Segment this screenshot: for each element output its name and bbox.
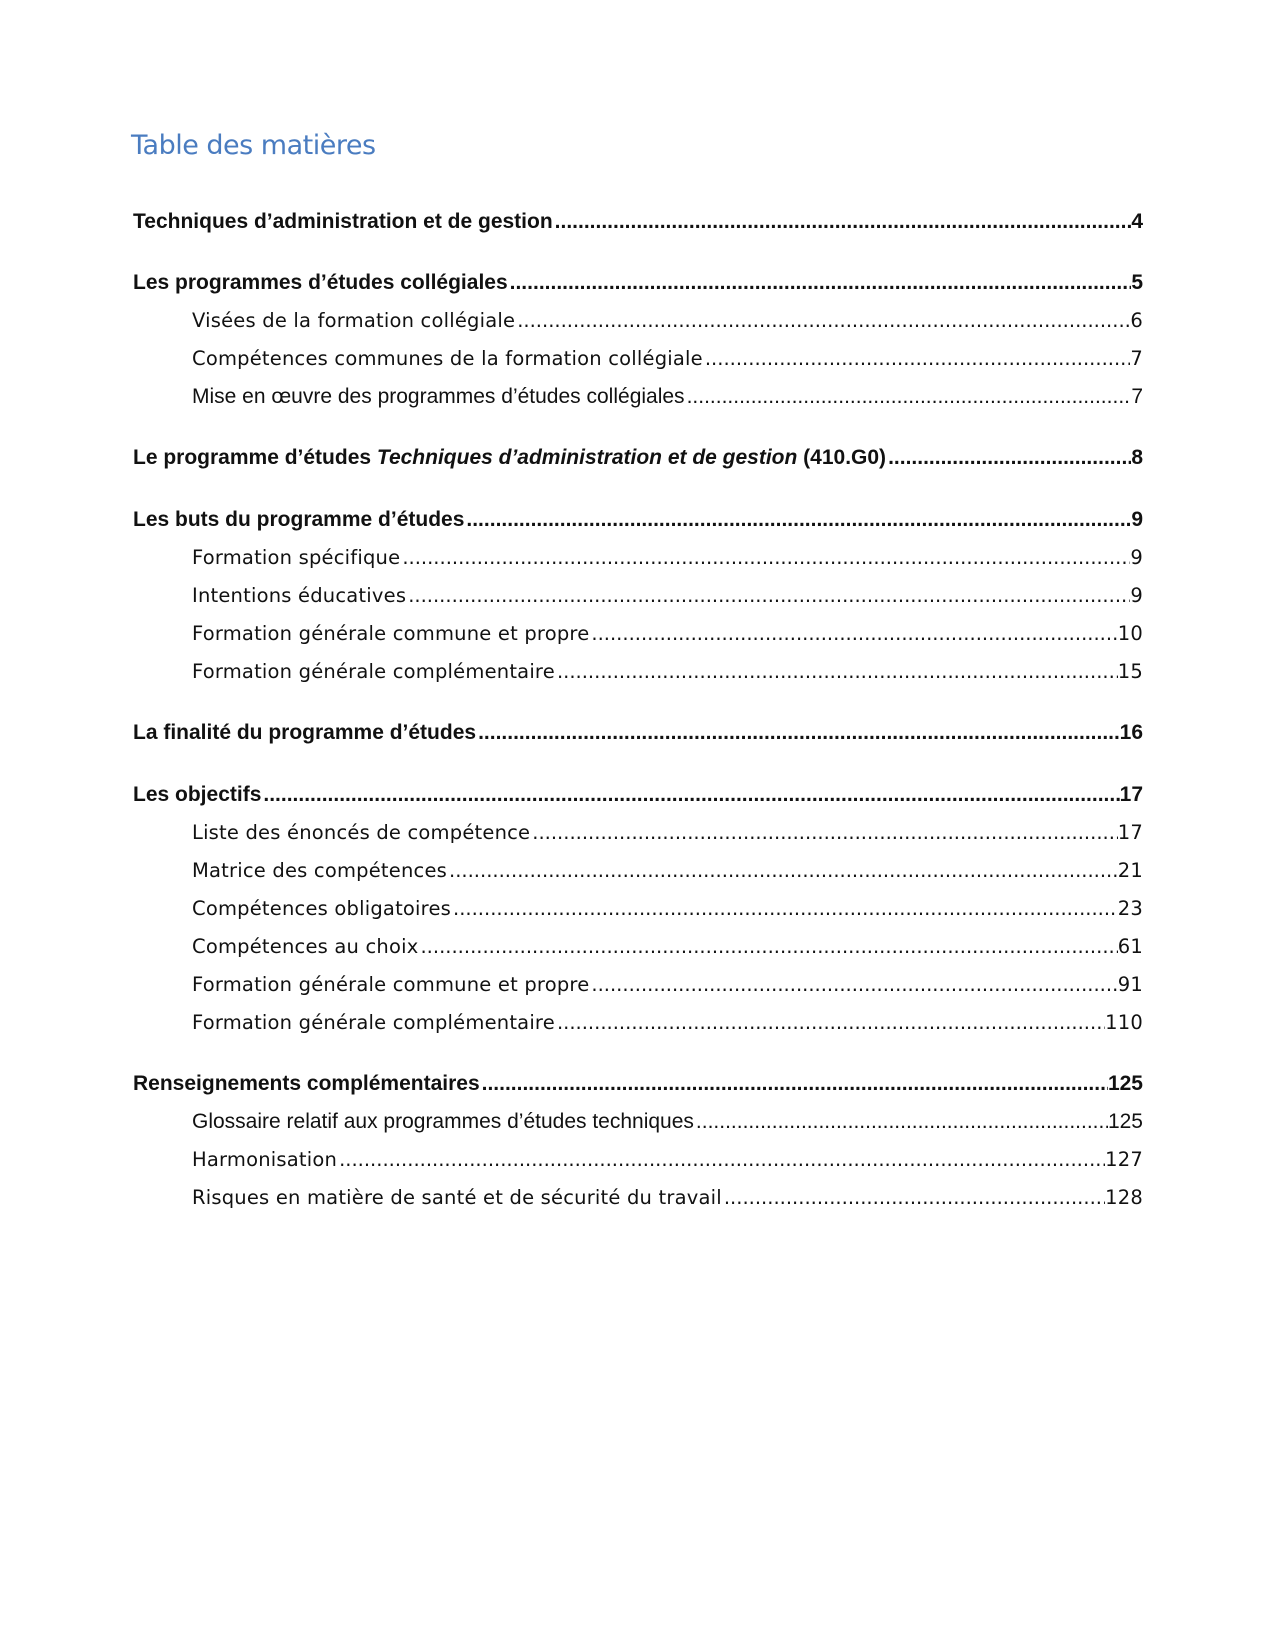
- toc-entry-title: Compétences obligatoires: [192, 897, 452, 920]
- toc-entry-page: 21: [1117, 859, 1143, 882]
- dot-leader: [555, 657, 1118, 687]
- toc-entry-level2[interactable]: [192, 1145, 1143, 1175]
- dot-leader: [589, 970, 1117, 1000]
- toc-entry-page: 91: [1117, 973, 1143, 996]
- toc-entry-page: 61: [1117, 935, 1143, 958]
- toc-entry-title: La finalité du programme d’études: [133, 721, 477, 744]
- toc-entry-page: 127: [1105, 1148, 1143, 1171]
- dot-leader: [406, 581, 1130, 611]
- dot-leader: [589, 619, 1117, 649]
- toc-entry-level2[interactable]: [192, 894, 1143, 924]
- toc-entry-level2[interactable]: [192, 1008, 1143, 1038]
- toc-entry-title: Formation générale complémentaire: [192, 1011, 555, 1034]
- toc-entry-level2[interactable]: [192, 344, 1143, 374]
- toc-entry-title: Les objectifs: [133, 783, 262, 806]
- toc-entry-level2[interactable]: [192, 543, 1143, 573]
- toc-entry-page: 9: [1130, 546, 1143, 569]
- dot-leader: [447, 856, 1118, 886]
- toc-entry-title: Les programmes d’études collégiales: [133, 271, 508, 294]
- program-name-italic: Techniques d’administration et de gestion: [376, 446, 798, 469]
- dot-leader: [480, 1069, 1108, 1099]
- dot-leader: [703, 344, 1131, 374]
- toc-entry-level1[interactable]: [133, 505, 1143, 535]
- toc-entry-level2[interactable]: [192, 306, 1143, 336]
- toc-entry-page: 6: [1130, 309, 1143, 332]
- toc-title: Table des matières: [131, 130, 376, 161]
- dot-leader: [476, 718, 1120, 748]
- toc-entry-title: Intentions éducatives: [192, 584, 407, 607]
- toc-entry-title: Formation spécifique: [192, 546, 401, 569]
- toc-entry-level2[interactable]: [192, 619, 1143, 649]
- toc-entry-level1[interactable]: [133, 443, 1143, 473]
- toc-entry-title: Compétences au choix: [192, 935, 419, 958]
- toc-entry-title: Visées de la formation collégiale: [192, 309, 516, 332]
- toc-entry-page: 17: [1119, 783, 1143, 806]
- toc-entry-level2[interactable]: [192, 1183, 1143, 1213]
- dot-leader: [553, 207, 1132, 237]
- toc-entry-page: 110: [1105, 1011, 1143, 1034]
- toc-entry-level1[interactable]: [133, 1069, 1143, 1099]
- toc-entry-page: 128: [1105, 1186, 1143, 1209]
- toc-entry-title: Formation générale complémentaire: [192, 660, 555, 683]
- toc-entry-level1[interactable]: [133, 268, 1143, 298]
- dot-leader: [694, 1107, 1108, 1137]
- toc-entry-level2[interactable]: [192, 932, 1143, 962]
- toc-entry-level2[interactable]: [192, 818, 1143, 848]
- toc-entry-title: Matrice des compétences: [192, 859, 448, 882]
- dot-leader: [418, 932, 1117, 962]
- toc-entry-level2[interactable]: [192, 581, 1143, 611]
- toc-entry-page: 7: [1130, 347, 1143, 370]
- toc-entry-title: Compétences communes de la formation collégiale: [192, 347, 703, 370]
- dot-leader: [508, 268, 1132, 298]
- toc-entry-page: 23: [1117, 897, 1143, 920]
- toc-entry-title: Formation générale commune et propre: [192, 622, 590, 645]
- dot-leader: [722, 1183, 1105, 1213]
- toc-entry-level2[interactable]: [192, 1107, 1143, 1137]
- toc-entry-title: Le programme d’études Techniques d’administration et de gestion (410.G0): [133, 446, 887, 469]
- toc-entry-page: 7: [1131, 385, 1143, 408]
- toc-entry-page: 8: [1131, 446, 1143, 469]
- toc-entry-title: Harmonisation: [192, 1148, 338, 1171]
- toc-entry-title: Les buts du programme d’études: [133, 508, 465, 531]
- toc-entry-level1[interactable]: [133, 207, 1143, 237]
- toc-entry-title: Techniques d’administration et de gestion: [133, 210, 553, 233]
- dot-leader: [555, 1008, 1105, 1038]
- dot-leader: [451, 894, 1118, 924]
- toc-entry-level1[interactable]: [133, 780, 1143, 810]
- dot-leader: [515, 306, 1130, 336]
- toc-entry-page: 125: [1107, 1110, 1143, 1133]
- toc-entry-level1[interactable]: [133, 718, 1143, 748]
- toc-entry-title: Liste des énoncés de compétence: [192, 821, 531, 844]
- toc-entry-page: 4: [1131, 210, 1143, 233]
- dot-leader: [400, 543, 1130, 573]
- toc-entry-page: 17: [1117, 821, 1143, 844]
- toc-entry-title: Renseignements complémentaires: [133, 1072, 480, 1095]
- toc-entry-page: 15: [1117, 660, 1143, 683]
- dot-leader: [337, 1145, 1105, 1175]
- toc-entry-page: 5: [1131, 271, 1143, 294]
- toc-entry-title: Formation générale commune et propre: [192, 973, 590, 996]
- toc-entry-level2[interactable]: [192, 382, 1143, 412]
- dot-leader: [685, 382, 1132, 412]
- toc-entry-page: 10: [1117, 622, 1143, 645]
- dot-leader: [886, 443, 1131, 473]
- toc-entry-title: Risques en matière de santé et de sécurité du travail: [192, 1186, 722, 1209]
- toc-entry-page: 9: [1131, 508, 1143, 531]
- toc-entry-page: 125: [1107, 1072, 1143, 1095]
- dot-leader: [261, 780, 1119, 810]
- toc-entry-level2[interactable]: [192, 657, 1143, 687]
- toc-entry-page: 16: [1119, 721, 1143, 744]
- dot-leader: [530, 818, 1118, 848]
- toc-entry-level2[interactable]: [192, 856, 1143, 886]
- dot-leader: [464, 505, 1131, 535]
- toc-entry-level2[interactable]: [192, 970, 1143, 1000]
- toc-entry-title: Mise en œuvre des programmes d’études collégiales: [192, 385, 685, 408]
- toc-entry-page: 9: [1130, 584, 1143, 607]
- toc-entry-title: Glossaire relatif aux programmes d’études techniques: [192, 1110, 694, 1133]
